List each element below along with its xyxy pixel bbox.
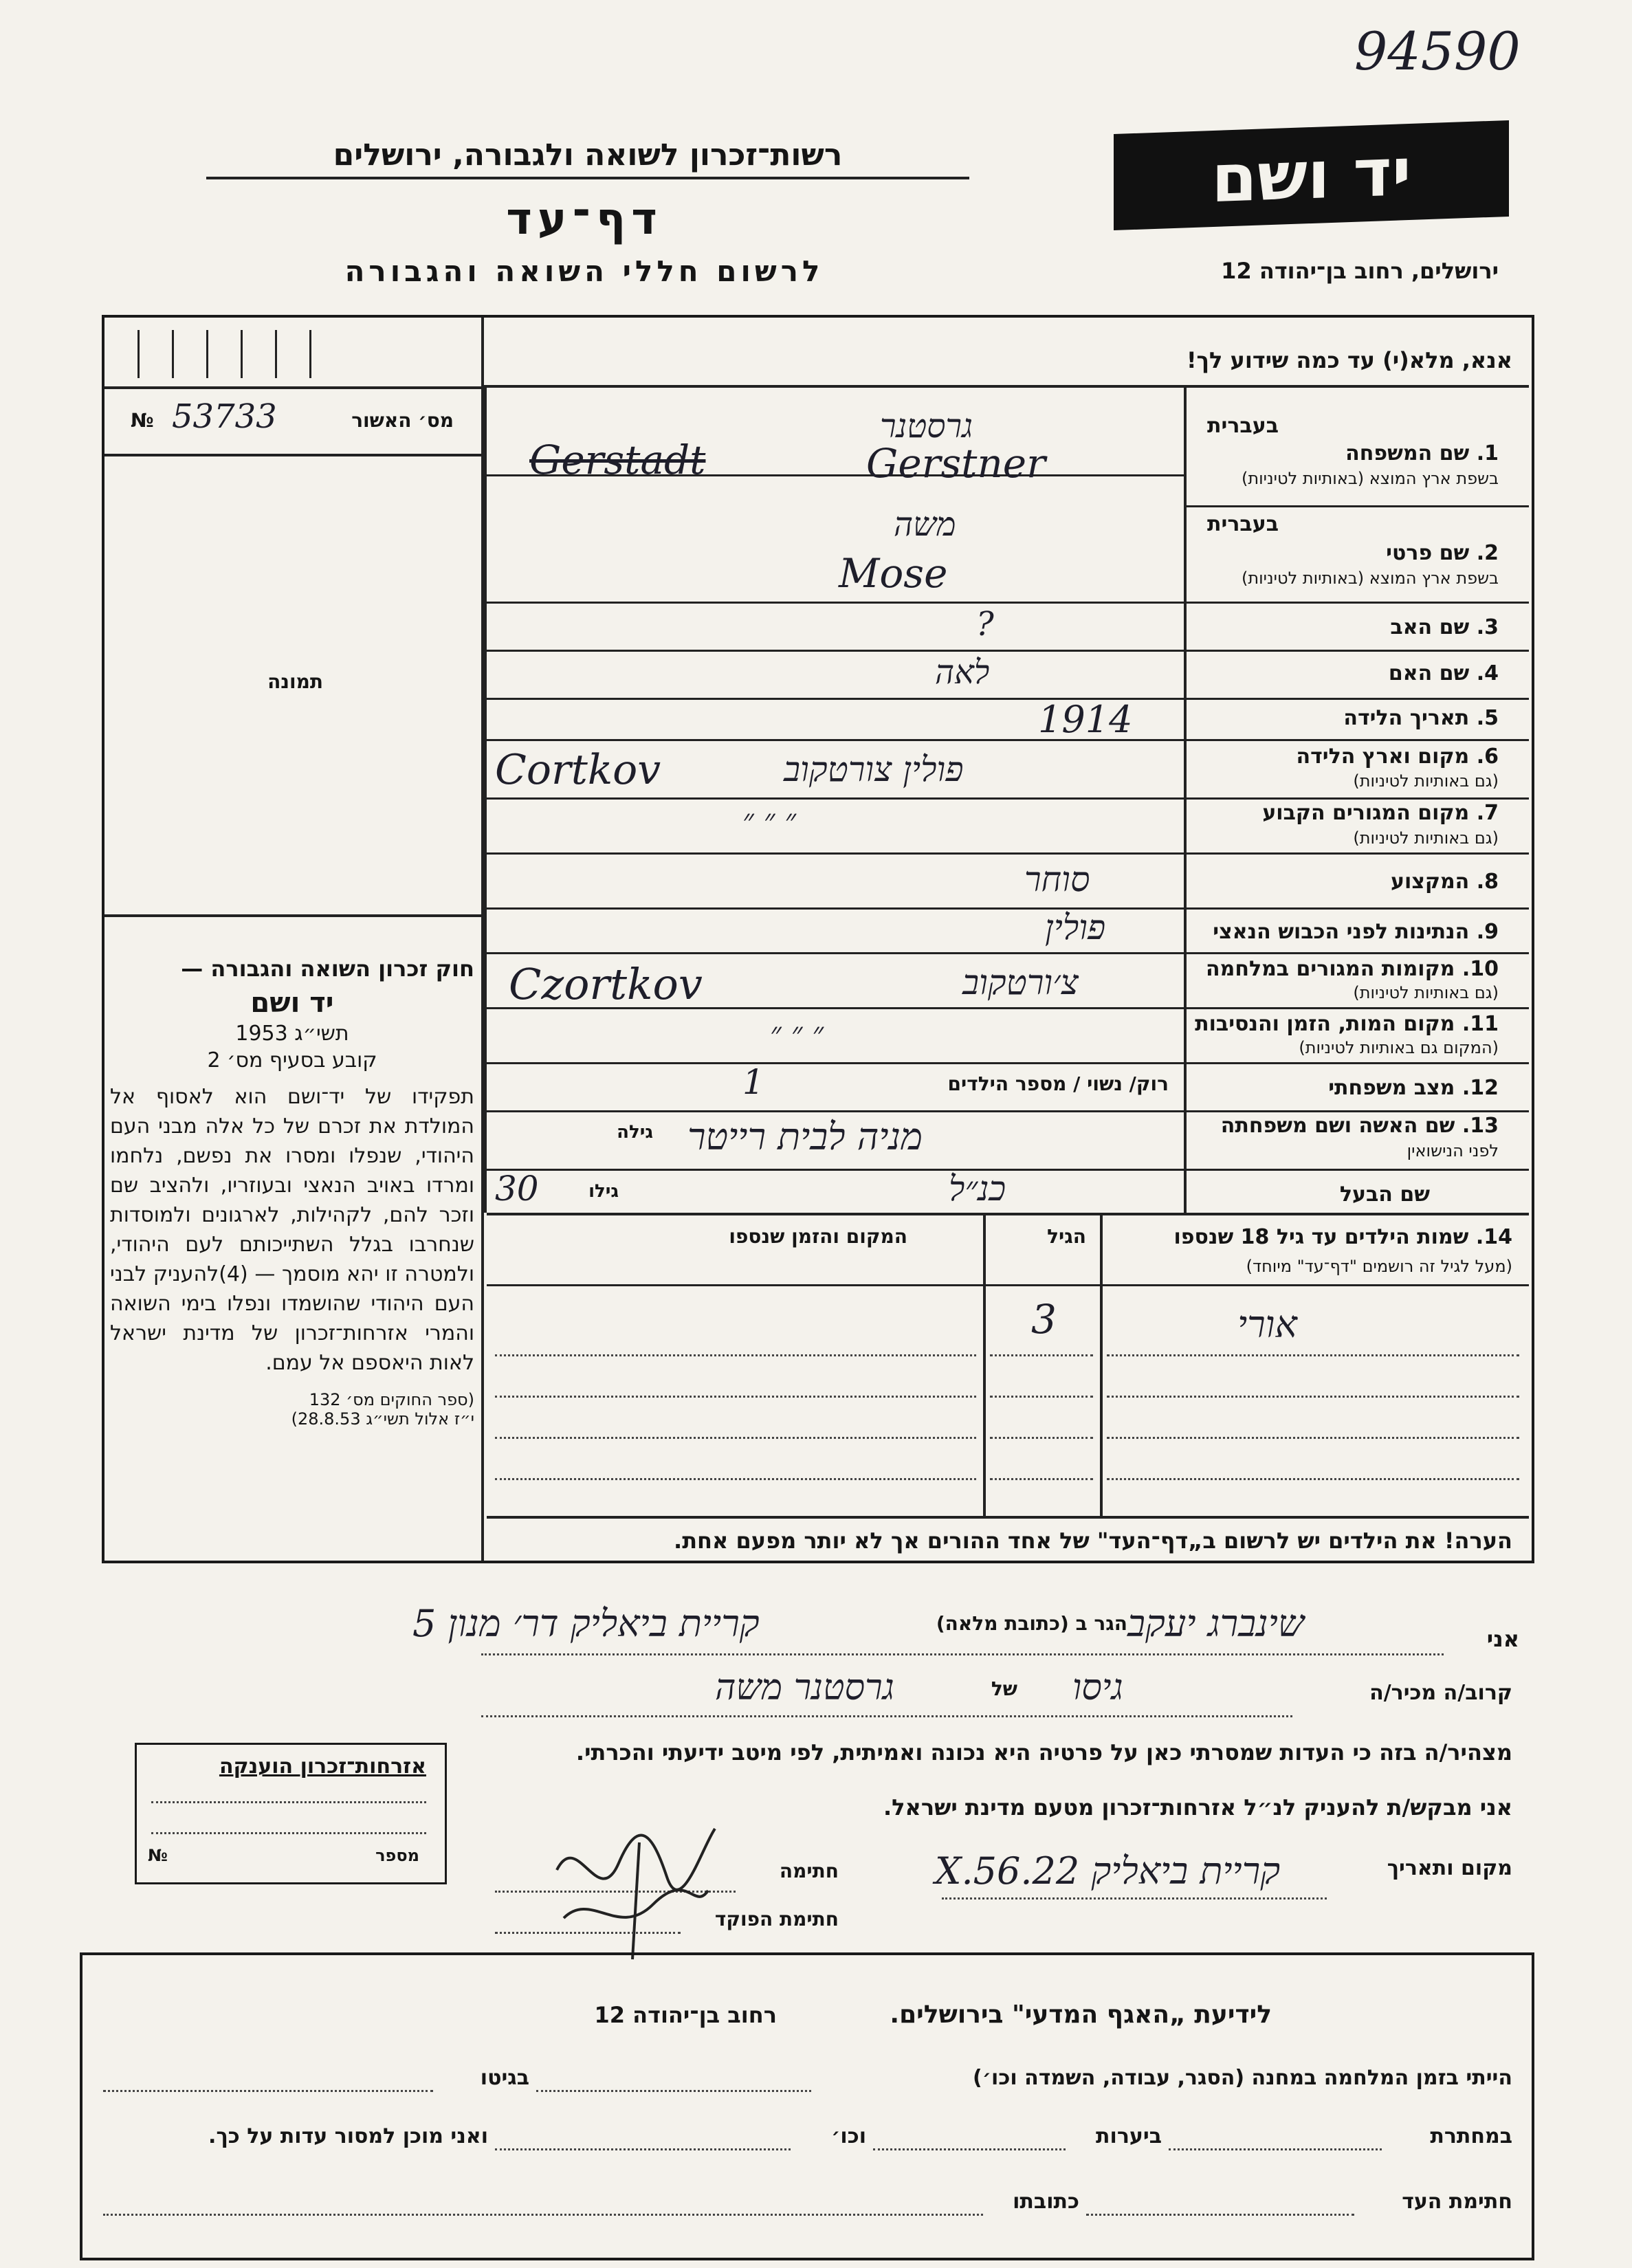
- form-subtitle: לרשום חללי השואה והגבורה: [344, 254, 824, 288]
- declaration-statement: מצהיר/ה בזה כי העדות שמסרתי כאן על פרטיה היא נכונה ואמיתית, לפי מיטב ידיעתי והכרתי.: [575, 1739, 1512, 1765]
- field-7-text: מקום המגורים הקבוע: [1262, 801, 1470, 825]
- children-subheader: (מעל לגיל זה רושמים "דף־עד" מיוחד): [1246, 1257, 1512, 1276]
- field-5-num: 5.: [1476, 706, 1499, 730]
- field-10-latin-value: Czortkov: [509, 959, 703, 1009]
- field-4-value: לאה: [935, 653, 990, 692]
- field-1-num: 1.: [1476, 441, 1499, 465]
- field-10-hebrew-value: צ׳ורטקוב: [962, 962, 1079, 1002]
- field-12-value: 1: [742, 1062, 764, 1102]
- photo-label: תמונה: [267, 670, 323, 693]
- declarant-signature: [536, 1801, 729, 1966]
- law-box-ref2: י״ז אלול תשי״ג 28.8.53): [291, 1409, 474, 1429]
- etc-label: וכו׳: [831, 2124, 866, 2148]
- field-8-text: המקצוע: [1390, 870, 1470, 894]
- field-11-label: [1196, 1012, 1499, 1036]
- field-2-text: שם פרטי: [1386, 541, 1470, 565]
- field-2-num: 2.: [1476, 541, 1499, 565]
- residing-label: הגר ב (כתובת מלאה): [936, 1612, 1127, 1635]
- field-1-hebrew-value: גרסטנר: [880, 407, 973, 445]
- field-11-sublabel: (המקום גם באותיות לטיניות): [1299, 1038, 1499, 1057]
- field-7-num: 7.: [1476, 801, 1499, 825]
- husband-value: כנ״ל: [949, 1169, 1006, 1209]
- husband-label: שם הבעל: [1339, 1182, 1430, 1207]
- archive-number: 94590: [1354, 21, 1521, 82]
- field-13-value: מניה לבית רייטר: [687, 1115, 923, 1158]
- bottom-title: לידיעת „האגף המדעי" בירושלים.: [890, 2001, 1272, 2029]
- ready-label: ואני מוכן למסור עדות על כך.: [208, 2124, 488, 2148]
- witness-signature-label: חתימת העד: [1402, 2190, 1512, 2214]
- law-box-ref1: (ספר החוקים מס׳ 132: [309, 1390, 474, 1409]
- child-1-age: 3: [1031, 1296, 1057, 1343]
- signature-label: חתימה: [779, 1860, 839, 1882]
- field-5-text: תאריך הלידה: [1343, 706, 1470, 730]
- law-box-years: תשי״ג 1953: [235, 1022, 349, 1046]
- relation-value: גיסו: [1072, 1667, 1123, 1708]
- field-1-latin-value: Gerstner: [866, 440, 1046, 487]
- field-6-hebrew-value: פולין צורטקוב: [784, 749, 964, 789]
- field-4-label: [1196, 661, 1499, 685]
- place-date-label: מקום ותאריך: [1387, 1856, 1512, 1880]
- field-9-text: הנתינות לפני הכבוש הנאצי: [1213, 920, 1470, 944]
- intro-text: אנא, מלא(י) עד כמה שידוע לך!: [1186, 347, 1512, 373]
- field-13-num: 13.: [1462, 1114, 1499, 1138]
- field-10-sublabel: (גם באותיות לטיניות): [1353, 983, 1499, 1002]
- children-num: 14.: [1475, 1225, 1512, 1249]
- husband-age-label: גילו: [588, 1181, 619, 1202]
- field-6-text: מקום וארץ הלידה: [1296, 745, 1470, 769]
- children-header: [1107, 1225, 1512, 1249]
- declaration-i-label: אני: [1486, 1626, 1519, 1652]
- field-5-label: [1196, 706, 1499, 730]
- law-box-title: חוק זכרון השואה והגבורה —: [181, 956, 474, 982]
- field-13-age-label: גילה: [617, 1122, 653, 1143]
- place-date-value: קריית ביאליק 22.X.56: [935, 1849, 1281, 1893]
- form-title: דף־עד: [506, 194, 663, 245]
- field-3-value: ?: [976, 605, 994, 643]
- declaration-request: אני מבקש/ת להעניק לנ״ל אזרחות־זכרון מטעם מדינת ישראל.: [883, 1794, 1512, 1820]
- hebrew-label-2: בעברית: [1207, 512, 1279, 536]
- bottom-address: רחוב בן־יהודה 12: [594, 2002, 777, 2028]
- field-6-label: [1196, 745, 1499, 769]
- field-12-text: מצב משפחתי: [1328, 1076, 1455, 1100]
- address-line: ירושלים, רחוב בן־יהודה 12: [1221, 258, 1499, 284]
- field-13-sublabel: לפני הנישואין: [1407, 1141, 1499, 1160]
- latin-label-1: בשפת ארץ המוצא (באותיות לטיניות): [1242, 469, 1499, 488]
- officer-signature-label: חתימת הפוקד: [714, 1908, 839, 1930]
- field-7-label: [1196, 801, 1499, 825]
- field-1-latin-struck: Gerstadt: [529, 437, 706, 483]
- field-13-text: שם האשה ושם משפחתה: [1220, 1114, 1455, 1138]
- field-2-latin-value: Mose: [839, 550, 948, 597]
- field-10-label: [1196, 957, 1499, 981]
- ghetto-label: בגיטו: [480, 2066, 529, 2090]
- field-4-num: 4.: [1476, 661, 1499, 685]
- forests-label: ביערות: [1096, 2124, 1162, 2148]
- field-12-options: רוק/ נשוי / מספר הילדים: [947, 1072, 1169, 1095]
- field-6-latin-value: Cortkov: [495, 746, 661, 794]
- field-3-num: 3.: [1476, 615, 1499, 639]
- declarant-name: שינברג יעקב: [1127, 1602, 1305, 1645]
- law-box-clause: קובע בסעיף מס׳ 2: [207, 1048, 377, 1072]
- latin-label-2: בשפת ארץ המוצא (באותיות לטיניות): [1242, 569, 1499, 588]
- field-2-hebrew-value: משה: [894, 505, 956, 544]
- field-11-text: מקום המות, הזמן והנסיבות: [1195, 1012, 1455, 1036]
- field-9-value: פולין: [1045, 907, 1106, 947]
- field-12-label: [1196, 1076, 1499, 1100]
- underground-label: במחתרת: [1430, 2124, 1512, 2148]
- field-4-text: שם האם: [1388, 661, 1470, 685]
- field-11-num: 11.: [1462, 1012, 1499, 1036]
- field-8-label: [1196, 870, 1499, 894]
- field-2-label: [1196, 541, 1499, 565]
- field-10-num: 10.: [1462, 957, 1499, 981]
- witness-address-label: כתובתו: [1013, 2190, 1079, 2214]
- child-1-name: אורי: [1237, 1303, 1297, 1346]
- citizenship-title: אזרחות־זכרון הוענקה: [219, 1754, 426, 1779]
- approval-label: מס׳ האשור: [351, 409, 454, 432]
- field-8-value: סוחר: [1024, 859, 1090, 899]
- field-3-text: שם האב: [1390, 615, 1470, 639]
- husband-age-value: 30: [495, 1169, 539, 1209]
- approval-no-sign: №: [131, 409, 154, 432]
- hebrew-label-1: בעברית: [1207, 414, 1279, 438]
- law-box-name: יד ושם: [250, 987, 334, 1019]
- field-9-num: 9.: [1476, 920, 1499, 944]
- field-5-value: 1914: [1038, 698, 1133, 741]
- field-6-num: 6.: [1476, 745, 1499, 769]
- field-8-num: 8.: [1476, 870, 1499, 894]
- approval-number: 53733: [172, 397, 277, 436]
- children-place-header: המקום והזמן שנספו: [729, 1225, 907, 1248]
- citizenship-number-label: מספר: [375, 1846, 419, 1865]
- field-6-sublabel: (גם באותיות לטיניות): [1353, 771, 1499, 791]
- yad-vashem-logo: יד ושם: [1114, 120, 1509, 230]
- field-11-value: ״ ״ ״: [770, 1016, 824, 1051]
- field-13-label: [1196, 1114, 1499, 1138]
- law-box: [110, 956, 474, 1429]
- field-10-text: מקומות המגורים במלחמה: [1206, 957, 1455, 981]
- relative-label: קרוב/ה מכיר/ה: [1369, 1681, 1512, 1705]
- check-boxes: [124, 330, 316, 378]
- organization-name: רשות־זכרון לשואה ולגבורה, ירושלים: [206, 137, 969, 179]
- children-header-text: שמות הילדים עד גיל 18 שנספו: [1173, 1225, 1469, 1249]
- note-text: הערה! את הילדים יש לרשום ב„דף־העד" של אחד ההורים אך לא יותר מפעם אחת.: [674, 1528, 1512, 1554]
- law-box-text: תפקידו של יד־ושם הוא לאסוף אל המולדת את זכרם של כל אלה מבני העם היהודי, שנפלו ומסרו את נפשם, נלחמו ומרדו באויב הנאצי ובעוזריו, ולהציב שם וזכר להם, לקהילות, לארגונים ולמוסדות שנחרבו בגלל השתייכותם לעם היהודי, ולמטרה זו יהא מוסמך — (4)להעניק לבני העם היהודי שהושמדו ונפלו בימי השואה והמרי אזרחות־זכרון של מדינת ישראל לאות היאספם אל עמם.: [110, 1085, 475, 1375]
- field-1-text: שם המשפחה: [1345, 441, 1470, 465]
- field-7-value: ״ ״ ״: [742, 803, 797, 838]
- camp-line-label: הייתי בזמן המלחמה במחנה (הסגר, עבודה, השמדה וכו׳): [973, 2066, 1512, 2090]
- field-1-label: [1196, 441, 1499, 465]
- declarant-address: קריית ביאליק דר׳ מנון 5: [412, 1602, 760, 1645]
- field-9-label: [1196, 920, 1499, 944]
- of-value: גרסטנר משה: [715, 1667, 894, 1708]
- field-12-num: 12.: [1462, 1076, 1499, 1100]
- field-3-label: [1196, 615, 1499, 639]
- citizenship-no-sign: №: [148, 1846, 168, 1865]
- of-label: של: [991, 1677, 1017, 1700]
- field-7-sublabel: (גם באותיות לטיניות): [1353, 828, 1499, 848]
- children-age-header: הגיל: [1047, 1225, 1086, 1248]
